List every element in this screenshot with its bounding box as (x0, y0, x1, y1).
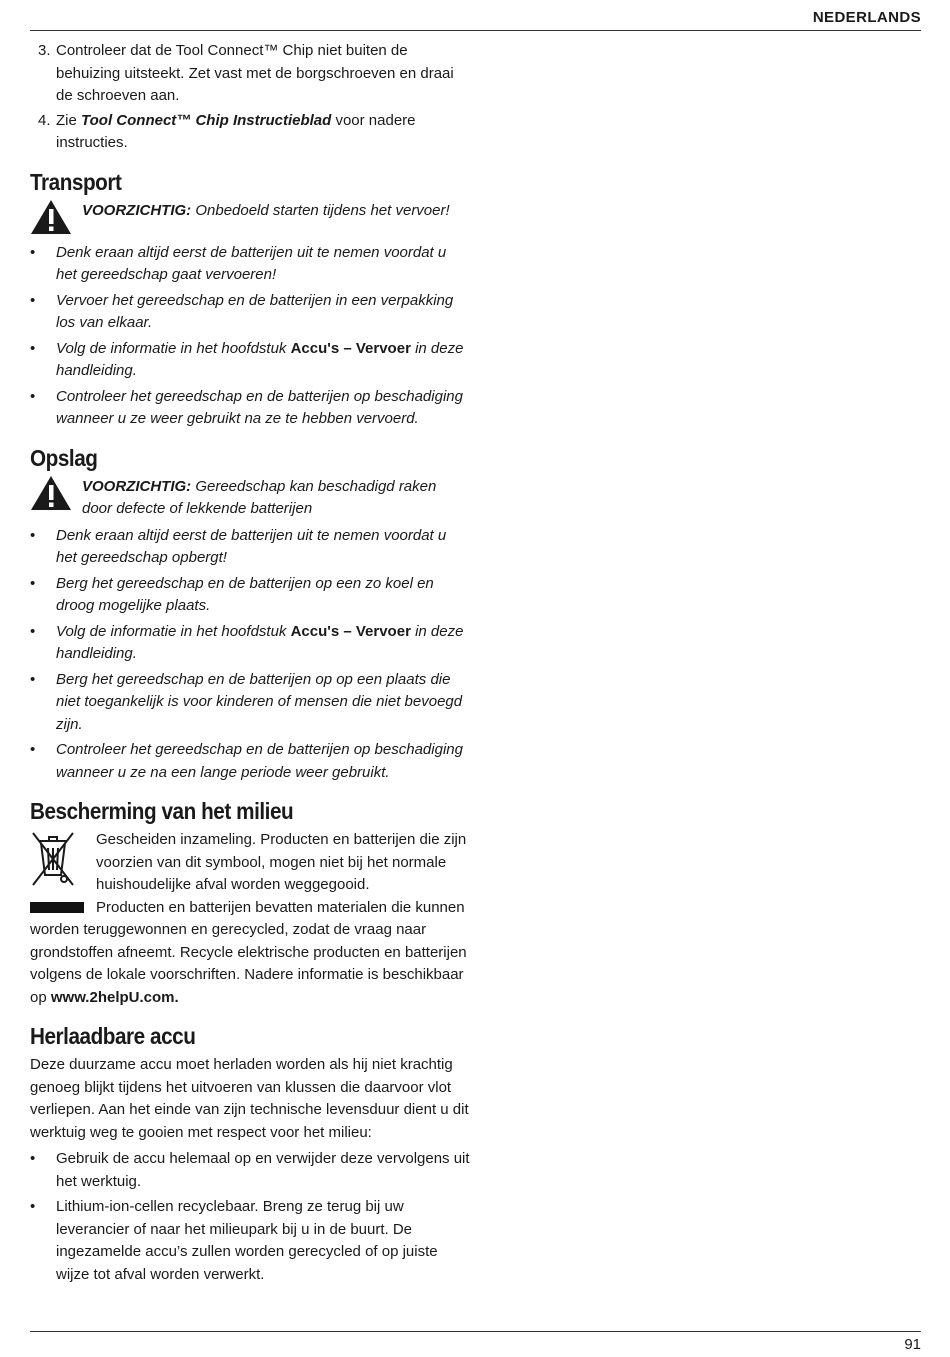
step-3 (30, 40, 470, 108)
ref-post: in deze handleiding. (56, 339, 464, 379)
list-item (30, 338, 470, 383)
section-title-opslag: Opslag (30, 444, 98, 471)
caution-transport (30, 200, 470, 238)
ref-post: in deze handleiding. (56, 622, 464, 662)
opslag-list (30, 525, 470, 785)
list-item (30, 621, 470, 666)
environment-text-2 (30, 897, 470, 1010)
list-item: • Controleer het gereedschap en de batterijen op beschadiging wanneer u ze weer gebruikt na ze te hebben vervoerd. (30, 386, 470, 431)
list-item: • Lithium-ion-cellen recyclebaar. Breng ze terug bij uw leverancier of naar het milieupark bij u in de buurt. De ingezamelde accu’s zullen worden gerecycled of op juiste wijze tot afval worden verwerkt. (30, 1196, 470, 1286)
environment-block (30, 829, 470, 1009)
caution-label: VOORZICHTIG: (82, 201, 192, 219)
list-item: • Gebruik de accu helemaal op en verwijder deze vervolgens uit het werktuig. (30, 1148, 470, 1193)
step-text: Controleer dat de Tool Connect™ Chip niet buiten de behuizing uitsteekt. Zet vast met de borgschroeven en draai de schroeven aan. (56, 42, 454, 104)
caution-text: Onbedoeld starten tijdens het vervoer! (191, 201, 450, 219)
caution-opslag (30, 476, 470, 521)
step-4 (30, 110, 470, 155)
crossed-bin-icon (30, 829, 76, 889)
footer-rule (30, 1331, 921, 1332)
website-link[interactable]: www.2helpU.com. (50, 988, 179, 1006)
chapter-ref: Accu's – Vervoer (290, 339, 411, 357)
step-text-post: voor nadere instructies. (56, 111, 416, 151)
step-number: 3. (38, 42, 51, 59)
environment-text-2-body: Producten en batterijen bevatten materialen die kunnen worden teruggewonnen en gerecycled, zodat de vraag naar grondstoffen afneemt. Recycle elektrische producten en batterijen volgens de lokale voorschriften. Nadere informatie is beschikbaar op (30, 898, 467, 1006)
list-item: • Controleer het gereedschap en de batterijen op beschadiging wanneer u ze na een lange periode weer gebruikt. (30, 739, 470, 784)
main-column (30, 40, 470, 1289)
section-title-milieu: Bescherming van het milieu (30, 798, 294, 824)
step-text-pre: Zie (56, 111, 82, 129)
separate-collection-bar (30, 902, 84, 913)
list-item: • Vervoer het gereedschap en de batterijen in een verpakking los van elkaar. (30, 290, 470, 335)
list-item: • Berg het gereedschap en de batterijen op op een plaats die niet toegankelijk is voor kinderen of mensen die niet bevoegd zijn. (30, 669, 470, 737)
chapter-ref: Accu's – Vervoer (290, 622, 411, 640)
accu-intro: Deze duurzame accu moet herladen worden als hij niet krachtig genoeg blijkt tijdens het uitvoeren van klussen die daarvoor vlot verliepen. Aan het einde van zijn technische levensduur dient u dit werktuig weg te gooien met respect voor het milieu: (30, 1056, 469, 1141)
warning-icon (30, 474, 72, 512)
header-language: NEDERLANDS (812, 9, 921, 26)
section-title-transport: Transport (30, 168, 122, 195)
caution-text: Gereedschap kan beschadigd raken door defecte of lekkende batterijen (82, 477, 437, 517)
step-doc-ref: Tool Connect™ Chip Instructieblad (81, 111, 332, 129)
environment-text-1: Gescheiden inzameling. Producten en batterijen die zijn voorzien van dit symbool, mogen niet bij het normale huishoudelijke afval worden weggegooid. (96, 831, 467, 893)
transport-list (30, 242, 470, 431)
caution-label: VOORZICHTIG: (82, 477, 192, 495)
accu-list (30, 1148, 470, 1286)
warning-icon (30, 198, 72, 236)
list-item: • Denk eraan altijd eerst de batterijen uit te nemen voordat u het gereedschap gaat vervoeren! (30, 242, 470, 287)
list-item: • Denk eraan altijd eerst de batterijen uit te nemen voordat u het gereedschap opbergt! (30, 525, 470, 570)
section-title-accu: Herlaadbare accu (30, 1023, 196, 1049)
ref-pre: Volg de informatie in het hoofdstuk (56, 339, 291, 357)
ref-pre: Volg de informatie in het hoofdstuk (56, 622, 291, 640)
page-number: 91 (904, 1336, 921, 1353)
list-item: • Berg het gereedschap en de batterijen op een zo koel en droog mogelijke plaats. (30, 573, 470, 618)
header-rule (30, 30, 921, 31)
step-number: 4. (38, 111, 51, 129)
